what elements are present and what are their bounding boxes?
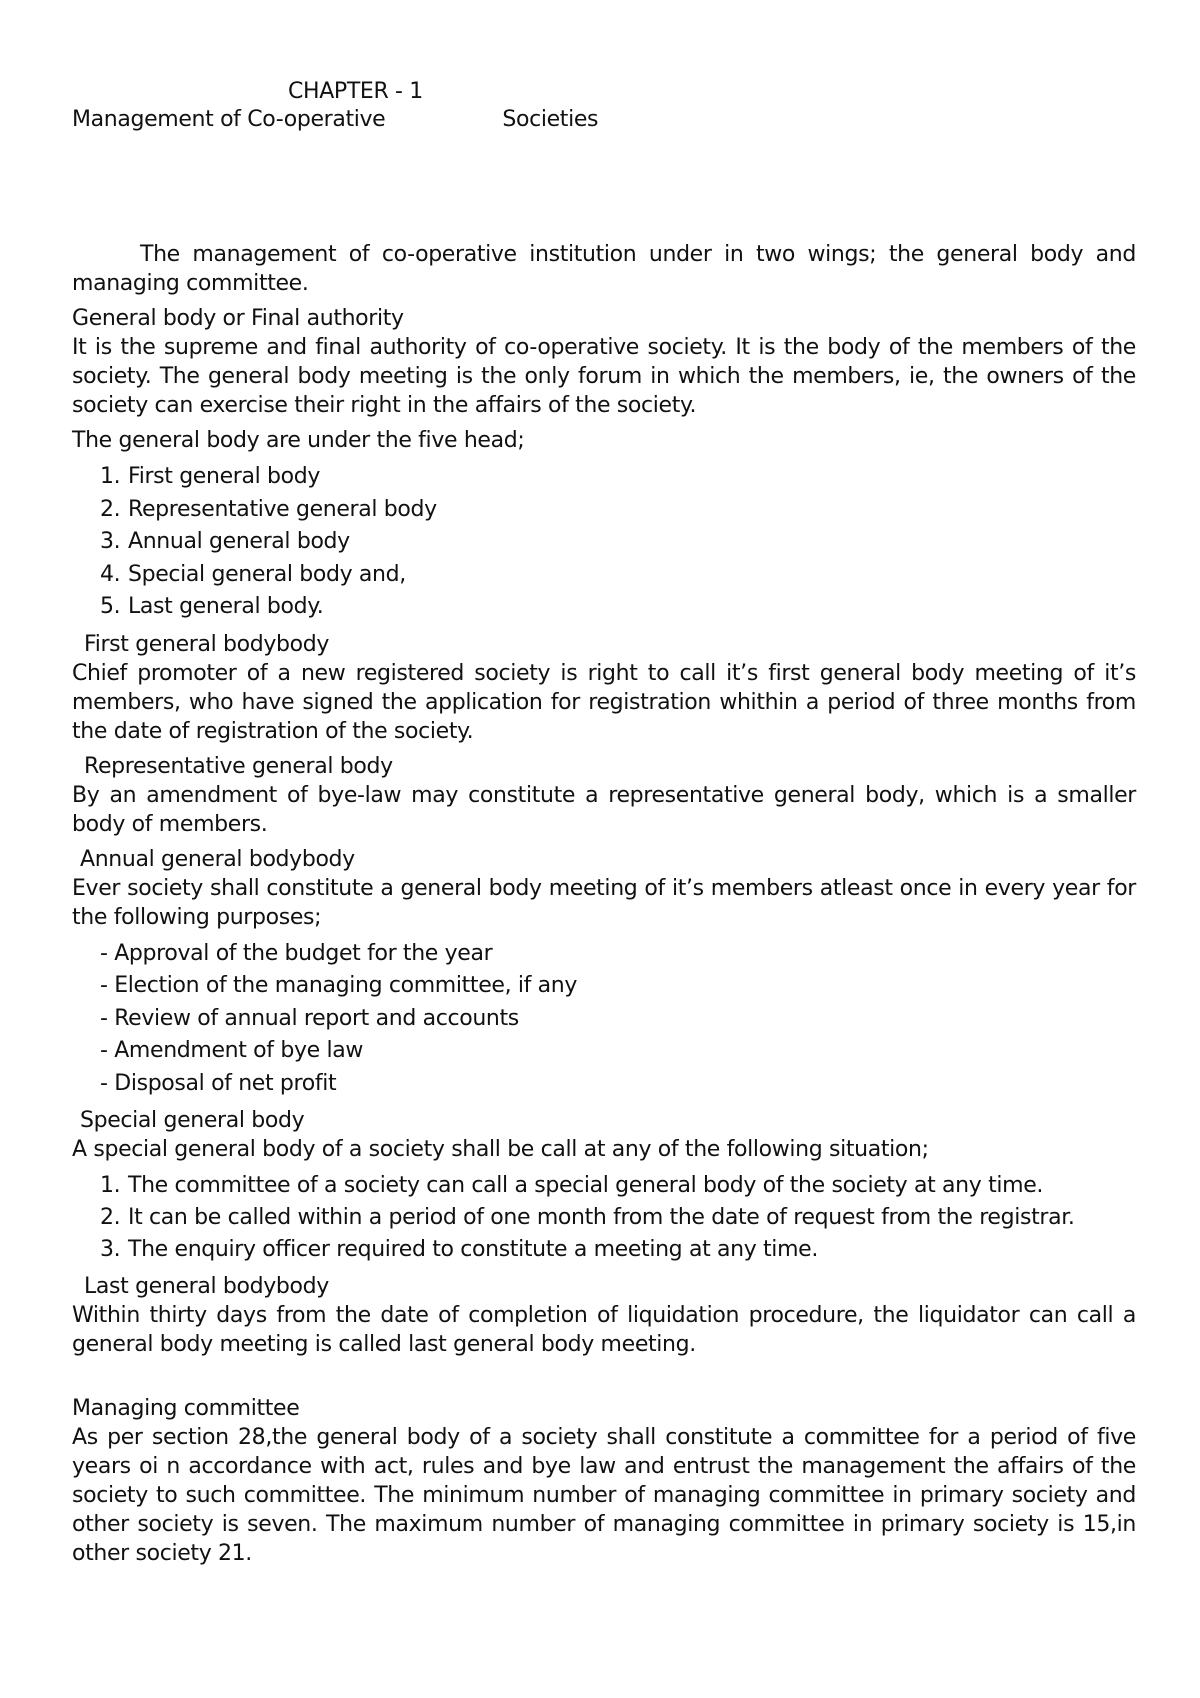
- list-item: - Approval of the budget for the year: [100, 940, 493, 966]
- annual-general-body-heading: Annual general bodybody: [80, 846, 355, 872]
- list-item: [72, 1202, 1136, 1234]
- list-text: Annual general body: [128, 529, 350, 554]
- list-item: - Review of annual report and accounts: [100, 1005, 519, 1031]
- list-text: Last general body.: [128, 594, 324, 619]
- list-number: 1.: [100, 1173, 121, 1198]
- list-item: [72, 494, 1136, 527]
- representative-general-body-text: By an amendment of bye-law may constitute a representative general body, which is a smaller body of members.: [72, 782, 1136, 837]
- intro-paragraph: The management of co-operative institution under in two wings; the general body and managing committee.: [72, 242, 1136, 296]
- list-number: 2.: [100, 496, 121, 522]
- last-general-body-text: Within thirty days from the date of completion of liquidation procedure, the liquidator can call a general body meeting is called last general body meeting.: [72, 1303, 1136, 1357]
- annual-general-body-text: Ever society shall constitute a general body meeting of it’s members atleast once in every year for the following purposes;: [72, 875, 1136, 930]
- special-general-body-heading: Special general body: [80, 1108, 305, 1133]
- list-item: - Amendment of bye law: [100, 1038, 363, 1063]
- managing-committee-text: As per section 28,the general body of a society shall constitute a committee for a period of five years oi n accordance with act, rules and bye law and entrust the management the affairs of the society to such committee. The minimum number of managing committee in primary society and other society is seven. The maximum number of managing committee in primary society is 15,in other society 21.: [72, 1425, 1136, 1566]
- list-item: [72, 591, 1136, 624]
- list-item: - Election of the managing committee, if any: [100, 973, 578, 998]
- general-body-heads-list: [72, 461, 1136, 624]
- first-general-body-heading: First general bodybody: [84, 631, 330, 657]
- list-text: Representative general body: [128, 496, 437, 522]
- first-general-body-text: Chief promoter of a new registered society is right to call it’s first general body meeting of it’s members, who have signed the application for registration whithin a period of three months from the date of registration of the society.: [72, 660, 1136, 744]
- chapter-title: CHAPTER - 1: [288, 79, 423, 104]
- list-text: First general body: [128, 464, 321, 489]
- chapter-subtitle: [72, 106, 1136, 134]
- list-number: 4.: [100, 561, 121, 587]
- list-text: It can be called within a period of one month from the date of request from the registrar.: [128, 1205, 1075, 1230]
- list-item: - Disposal of net profit: [100, 1070, 337, 1096]
- list-item: [72, 526, 1136, 559]
- list-number: 1.: [100, 464, 121, 489]
- list-item: [72, 1170, 1136, 1202]
- list-number: 2.: [100, 1205, 121, 1230]
- list-number: 5.: [100, 594, 121, 619]
- subtitle-right: Societies: [502, 107, 599, 132]
- list-item: [72, 461, 1136, 494]
- last-general-body-heading: Last general bodybody: [84, 1274, 329, 1299]
- annual-purposes-list: [72, 938, 1136, 1101]
- list-item: [72, 559, 1136, 592]
- list-number: 3.: [100, 529, 121, 554]
- list-text: Special general body and,: [128, 561, 406, 587]
- managing-committee-heading: Managing committee: [72, 1396, 300, 1421]
- general-body-heading: General body or Final authority: [72, 306, 404, 331]
- list-item: [72, 1234, 1136, 1266]
- list-number: 3.: [100, 1237, 121, 1262]
- subtitle-left: Management of Co-operative: [72, 107, 386, 132]
- list-text: The enquiry officer required to constitute a meeting at any time.: [128, 1237, 818, 1262]
- representative-general-body-heading: Representative general body: [84, 753, 393, 779]
- general-body-text: It is the supreme and final authority of co-operative society. It is the body of the members of the society. The general body meeting is the only forum in which the members, ie, the owners of the society can exercise their right in the affairs of the society.: [72, 335, 1136, 418]
- general-body-heads-intro: The general body are under the five head;: [72, 428, 525, 453]
- special-situations-list: [72, 1170, 1136, 1266]
- special-general-body-text: A special general body of a society shall be call at any of the following situation;: [72, 1137, 929, 1162]
- document-page: [72, 78, 1136, 1568]
- list-text: The committee of a society can call a special general body of the society at any time.: [128, 1173, 1044, 1198]
